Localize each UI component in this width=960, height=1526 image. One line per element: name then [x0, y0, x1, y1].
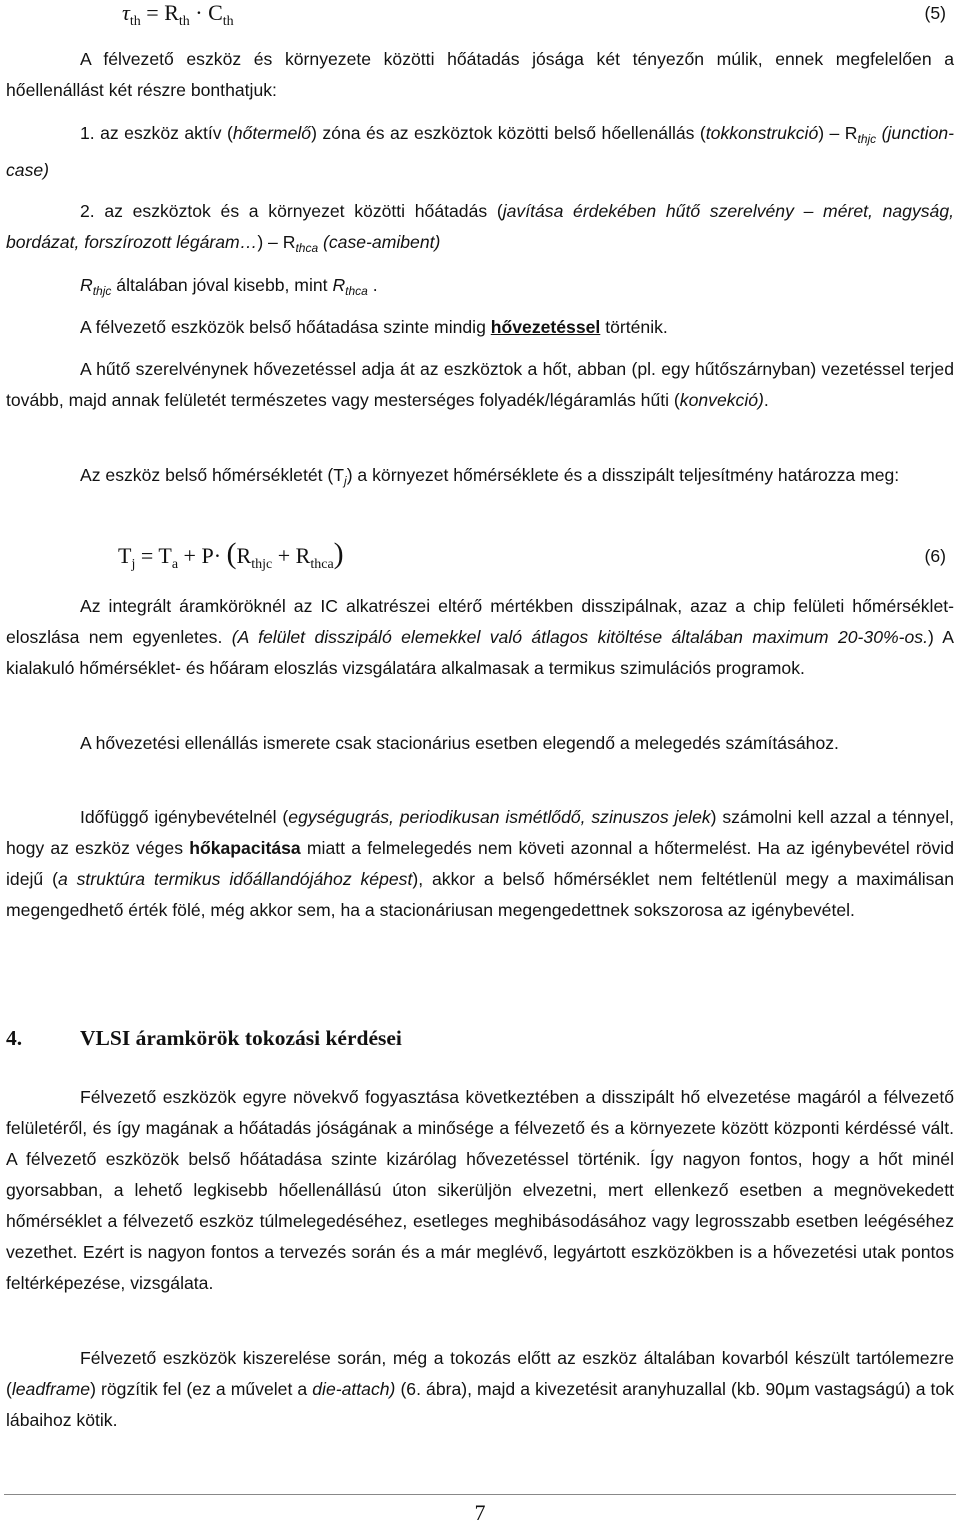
section-heading	[6, 1026, 402, 1051]
inner-heat-transfer: A félvezető eszközök belső hőátadása szinte mindig hővezetéssel történik.	[80, 317, 668, 337]
resistance-compare: $R_{thjc}$ általában jóval kisebb, mint $R_{thca}$ .	[80, 275, 378, 298]
stationary-paragraph: A hővezetési ellenállás ismerete csak stacionárius esetben elegendő a melegedés számításához.	[80, 733, 839, 753]
heatsink-paragraph: A hűtő szerelvénynek hővezetéssel adja át az eszköztok a hőt, abban (pl. egy hűtőszárnyban) vezetéssel terjed tovább, majd annak felületét természetes vagy mesterséges folyadék/légáramlás hűti (konvekció).	[6, 359, 954, 410]
section-title: VLSI áramkörök tokozási kérdései	[80, 1026, 402, 1050]
section-number: 4.	[6, 1026, 23, 1050]
formula-6-number: (6)	[924, 546, 946, 566]
junction-temp-paragraph: Az eszköz belső hőmérsékletét $(T_j)$ a környezet hőmérséklete és a disszipált teljesítmény határozza meg:	[80, 465, 900, 488]
list-item-1: 1. az eszköz aktív (hőtermelő) zóna és az eszköztok közötti belső hőellenállás (tokkonstrukció) – $R_{thjc}$ (junction-case)	[6, 123, 954, 180]
list-item-2: 2. az eszköztok és a környezet közötti hőátadás (javítása érdekében hűtő szerelvény – méret, nagyság, bordázat, forszírozott légáram…) – $R_{thca}$ (case-amibent)	[6, 201, 954, 255]
ic-paragraph: Az integrált áramköröknél az IC alkatrészei eltérő mértékben disszipálnak, azaz a chip felületi hőmérséklet-eloszlása nem egyenletes. (A felület disszipáló elemekkel való átlagos kitöltése általában maximum 20-30%-os.) A kialakuló hőmérséklet- és hőáram eloszlás vizsgálatára alkalmasak a termikus szimulációs programok.	[6, 596, 954, 678]
page-number: 7	[474, 1500, 486, 1525]
packaging-paragraph-1: Félvezető eszközök egyre növekvő fogyasztása következtében a disszipált hő elvezetése magáról a félvezető felületéről, és így magának a hőátadás jóságának a minősége a félvezető és a környezete között központi kérdéssé vált. A félvezető eszközök belső hőátadása szinte kizárólag hővezetéssel történik. Így nagyon fontos, hogy a hőt minél gyorsabban, a lehető legkisebb hőellenállású úton sikerüljön elvezetni, mert ellenkező esetben a megnövekedett hőmérséklet a félvezető eszköz túlmelegedéséhez, esetleges meghibásodásához vagy legrosszabb esetben leégéséhez vezethet. Ezért is nagyon fontos a tervezés során és a már meglévő, legyártott eszközökben is a hővezetési utak pontos feltérképezése, vizsgálata.	[6, 1087, 954, 1293]
formula-6: $T_j = T_a + P\cdot (R_{thjc} + R_{thca})$ (6)	[118, 537, 946, 572]
intro-paragraph: A félvezető eszköz és környezete közötti hőátadás jósága két tényezőn múlik, ennek megfelelően a hőellenállást két részre bonthatjuk:	[6, 49, 954, 100]
formula-5-tau: τ	[122, 0, 130, 25]
formula-5: $\tau_{th} = R_{th} \cdot C_{th}$ (5)	[122, 0, 946, 29]
footer-rule	[4, 1494, 956, 1495]
transient-paragraph: Időfüggő igénybevételnél (egységugrás, periodikusan ismétlődő, szinuszos jelek) számolni kell azzal a ténnyel, hogy az eszköz véges hőkapacitása miatt a felmelegedés nem követi azonnal a hőtermelést. Ha az igénybevétel rövid idejű (a struktúra termikus időállandójához képest), akkor a belső hőmérséklet nem feltétlenül megy a maximálisan megengedhető érték fölé, még akkor sem, ha a stacionáriusan megengedettnek sokszorosa az igénybevétel.	[6, 807, 955, 920]
formula-5-number: (5)	[924, 3, 946, 23]
packaging-paragraph-2: Félvezető eszközök kiszerelése során, még a tokozás előtt az eszköz általában kovarból készült tartólemezre (leadframe) rögzítik fel (ez a művelet a die-attach) (6. ábra), majd a kivezetésit aranyhuzallal (kb. 90µm vastagságú) a tok lábaihoz kötik.	[6, 1348, 955, 1430]
